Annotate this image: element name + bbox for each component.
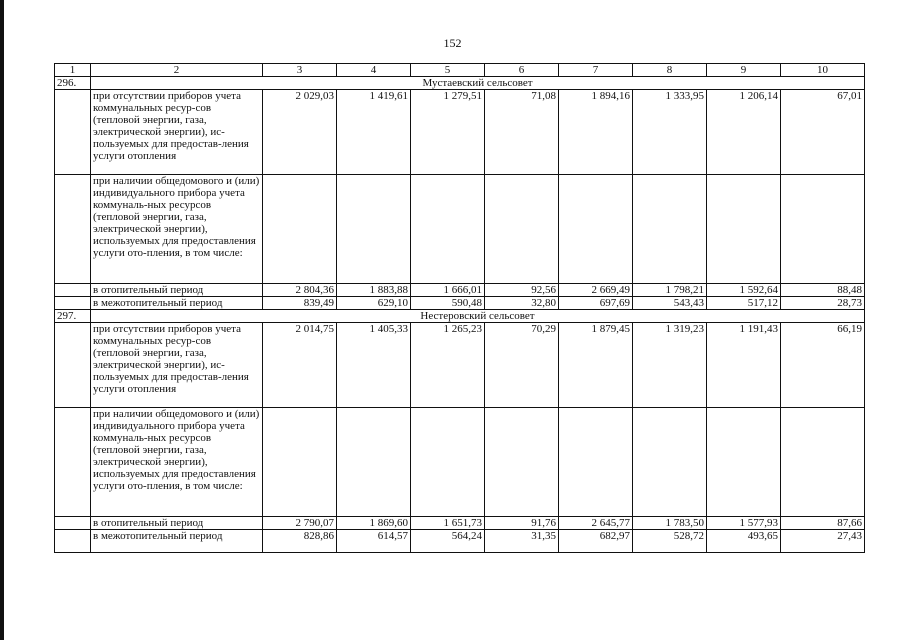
column-header: 10 — [781, 64, 865, 77]
value-cell: 1 577,93 — [707, 517, 781, 530]
table-row — [55, 90, 865, 175]
table-row — [55, 323, 865, 408]
value-cell — [781, 408, 865, 517]
row-label: при наличии общедомового и (или) индивидуального прибора учета коммуналь-ных ресурсов (тепловой энергии, газа, электрической энергии), используемых для предоставления услуги ото-пления, в том числе: — [91, 175, 263, 284]
row-index-cell — [55, 408, 91, 517]
value-cell: 1 879,45 — [559, 323, 633, 408]
value-cell: 697,69 — [559, 297, 633, 310]
value-cell: 614,57 — [337, 530, 411, 553]
value-cell — [633, 408, 707, 517]
table-row — [55, 297, 865, 310]
value-cell: 67,01 — [781, 90, 865, 175]
row-index-cell — [55, 517, 91, 530]
value-cell: 2 804,36 — [263, 284, 337, 297]
value-cell: 28,73 — [781, 297, 865, 310]
value-cell — [337, 175, 411, 284]
value-cell: 1 191,43 — [707, 323, 781, 408]
value-cell: 92,56 — [485, 284, 559, 297]
column-header: 1 — [55, 64, 91, 77]
row-label: при отсутствии приборов учета коммунальных ресур-сов (тепловой энергии, газа, электрической энергии), ис-пользуемых для предостав-ления услуги отопления — [91, 90, 263, 175]
row-index-cell — [55, 530, 91, 553]
table-row — [55, 284, 865, 297]
value-cell: 2 029,03 — [263, 90, 337, 175]
column-header: 5 — [411, 64, 485, 77]
value-cell — [411, 408, 485, 517]
value-cell — [559, 175, 633, 284]
value-cell — [781, 175, 865, 284]
value-cell: 1 894,16 — [559, 90, 633, 175]
section-title: Мустаевский сельсовет — [91, 77, 865, 90]
value-cell: 27,43 — [781, 530, 865, 553]
value-cell — [411, 175, 485, 284]
value-cell: 2 669,49 — [559, 284, 633, 297]
value-cell: 493,65 — [707, 530, 781, 553]
value-cell — [707, 175, 781, 284]
value-cell: 91,76 — [485, 517, 559, 530]
value-cell: 1 783,50 — [633, 517, 707, 530]
section-header-row — [55, 77, 865, 90]
column-header: 2 — [91, 64, 263, 77]
column-header: 7 — [559, 64, 633, 77]
row-label: в отопительный период — [91, 517, 263, 530]
section-header-row — [55, 310, 865, 323]
value-cell: 839,49 — [263, 297, 337, 310]
row-index-cell — [55, 175, 91, 284]
value-cell: 88,48 — [781, 284, 865, 297]
value-cell: 828,86 — [263, 530, 337, 553]
value-cell: 2 790,07 — [263, 517, 337, 530]
table-row — [55, 530, 865, 553]
value-cell: 1 666,01 — [411, 284, 485, 297]
value-cell: 1 883,88 — [337, 284, 411, 297]
value-cell — [263, 408, 337, 517]
column-number-row — [55, 64, 865, 77]
value-cell: 590,48 — [411, 297, 485, 310]
value-cell — [337, 408, 411, 517]
value-cell: 1 651,73 — [411, 517, 485, 530]
value-cell: 1 279,51 — [411, 90, 485, 175]
value-cell: 1 206,14 — [707, 90, 781, 175]
value-cell: 32,80 — [485, 297, 559, 310]
row-index-cell — [55, 90, 91, 175]
value-cell: 66,19 — [781, 323, 865, 408]
row-label: при отсутствии приборов учета коммунальных ресур-сов (тепловой энергии, газа, электрической энергии), ис-пользуемых для предостав-ления услуги отопления — [91, 323, 263, 408]
value-cell: 1 419,61 — [337, 90, 411, 175]
value-cell: 682,97 — [559, 530, 633, 553]
value-cell — [707, 408, 781, 517]
value-cell: 517,12 — [707, 297, 781, 310]
value-cell: 564,24 — [411, 530, 485, 553]
value-cell: 528,72 — [633, 530, 707, 553]
column-header: 3 — [263, 64, 337, 77]
column-header: 6 — [485, 64, 559, 77]
scan-edge — [0, 0, 4, 640]
row-label: в межотопительный период — [91, 297, 263, 310]
value-cell — [485, 408, 559, 517]
row-label: в межотопительный период — [91, 530, 263, 553]
table-row — [55, 175, 865, 284]
value-cell: 70,29 — [485, 323, 559, 408]
value-cell: 1 405,33 — [337, 323, 411, 408]
column-header: 9 — [707, 64, 781, 77]
table-row — [55, 408, 865, 517]
row-index-cell — [55, 297, 91, 310]
value-cell: 1 798,21 — [633, 284, 707, 297]
value-cell — [485, 175, 559, 284]
value-cell: 2 014,75 — [263, 323, 337, 408]
value-cell: 71,08 — [485, 90, 559, 175]
row-label: в отопительный период — [91, 284, 263, 297]
value-cell: 87,66 — [781, 517, 865, 530]
value-cell: 543,43 — [633, 297, 707, 310]
value-cell: 1 319,23 — [633, 323, 707, 408]
value-cell: 1 265,23 — [411, 323, 485, 408]
value-cell: 629,10 — [337, 297, 411, 310]
section-index: 297. — [55, 310, 91, 323]
section-title: Нестеровский сельсовет — [91, 310, 865, 323]
value-cell: 1 592,64 — [707, 284, 781, 297]
column-header: 4 — [337, 64, 411, 77]
value-cell: 1 869,60 — [337, 517, 411, 530]
row-label: при наличии общедомового и (или) индивидуального прибора учета коммуналь-ных ресурсов (тепловой энергии, газа, электрической энергии), используемых для предоставления услуги ото-пления, в том числе: — [91, 408, 263, 517]
value-cell: 31,35 — [485, 530, 559, 553]
page-number: 152 — [443, 36, 462, 50]
row-index-cell — [55, 284, 91, 297]
value-cell: 2 645,77 — [559, 517, 633, 530]
value-cell — [559, 408, 633, 517]
table-row — [55, 517, 865, 530]
value-cell — [633, 175, 707, 284]
value-cell: 1 333,95 — [633, 90, 707, 175]
column-header: 8 — [633, 64, 707, 77]
row-index-cell — [55, 323, 91, 408]
value-cell — [263, 175, 337, 284]
tariff-table — [54, 63, 865, 553]
section-index: 296. — [55, 77, 91, 90]
